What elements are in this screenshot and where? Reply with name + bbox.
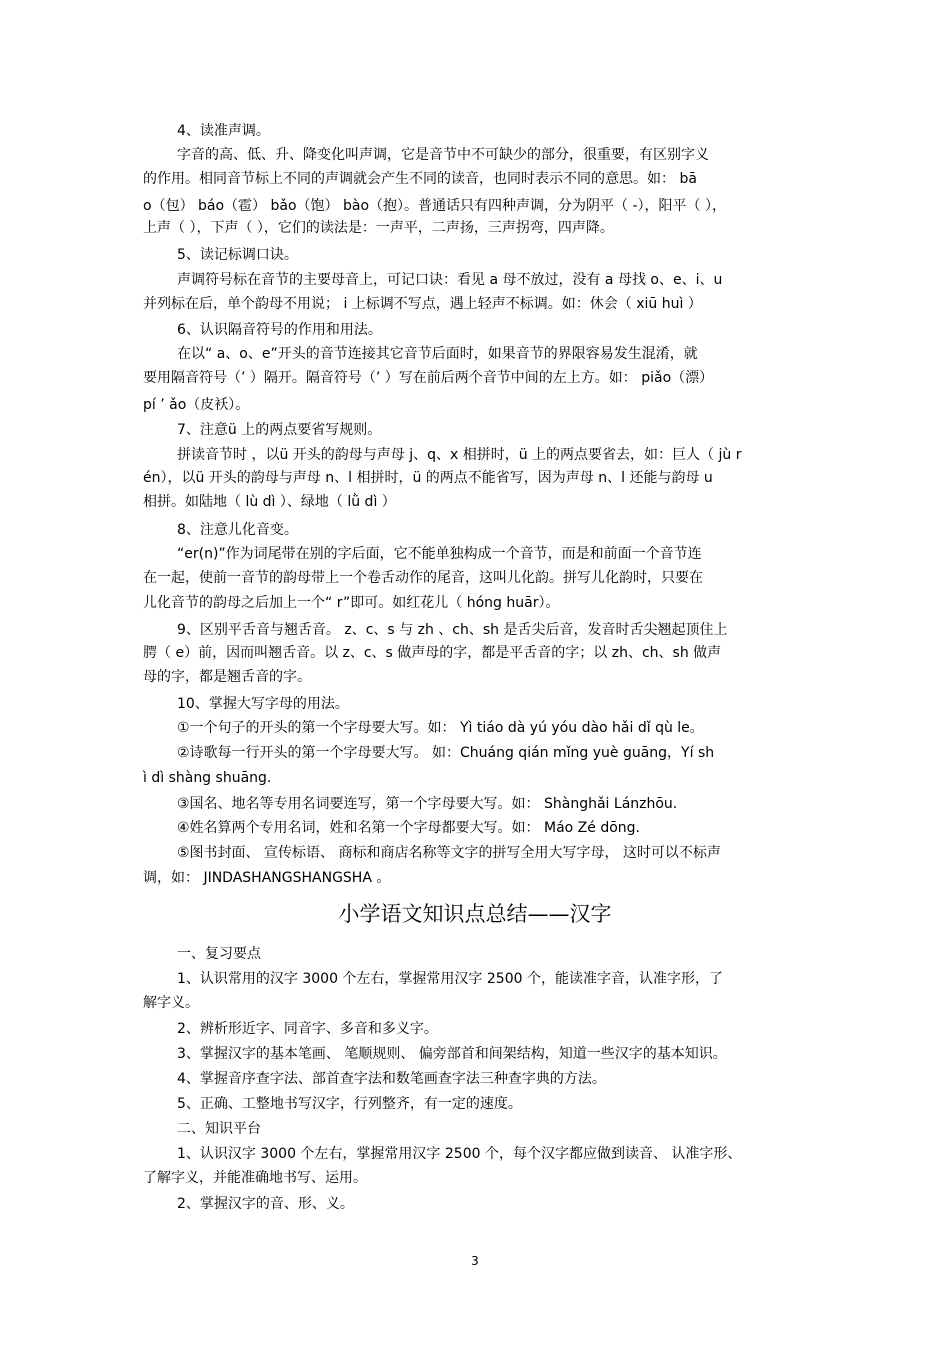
text-line: 7、注意ü 上的两点要省写规则。 — [177, 422, 382, 438]
text-line: ④姓名算两个专用名词，姓和名第一个字母都要大写。如： Máo Zé dōng. — [177, 820, 640, 836]
text-line: 要用隔音符号（’ ）隔开。隔音符号（’ ）写在前后两个音节中间的左上方。如： piǎo（漂） — [143, 370, 714, 386]
text-line: ①一个句子的开头的第一个字母要大写。如： Yì tiáo dà yú yóu dào hǎi dǐ qù le。 — [177, 720, 704, 736]
text-line: 母的字，都是翘舌音的字。 — [143, 669, 311, 685]
text-line: 4、掌握音序查字法、部首查字法和数笔画查字法三种查字典的方法。 — [177, 1071, 606, 1087]
text-line: 腭（ e）前，因而叫翘舌音。以 z、c、s 做声母的字，都是平舌音的字；以 zh、ch、sh 做声 — [143, 645, 722, 661]
page-number: 3 — [471, 1254, 479, 1268]
text-line: 解字义。 — [143, 995, 199, 1011]
text-line: 5、读记标调口诀。 — [177, 247, 298, 263]
text-line: 的作用。相同音节标上不同的声调就会产生不同的读音，也同时表示不同的意思。如： bā — [143, 171, 697, 187]
text-line: 2、掌握汉字的音、形、义。 — [177, 1196, 354, 1212]
text-line: 字音的高、低、升、降变化叫声调，它是音节中不可缺少的部分，很重要，有区别字义 — [177, 147, 709, 163]
text-line: 3、掌握汉字的基本笔画、 笔顺规则、 偏旁部首和间架结构，知道一些汉字的基本知识。 — [177, 1046, 727, 1062]
text-line: 4、读准声调。 — [177, 123, 270, 139]
text-line: 10、掌握大写字母的用法。 — [177, 696, 349, 712]
text-line: 6、认识隔音符号的作用和用法。 — [177, 322, 382, 338]
text-line: ⑤图书封面、 宣传标语、 商标和商店名称等文字的拼写全用大写字母， 这时可以不标声 — [177, 845, 721, 861]
section-title: 小学语文知识点总结——汉字 — [338, 902, 612, 926]
text-line: o（包） báo（雹） bǎo（饱） bào（抱）。普通话只有四种声调，分为阴平（ -），阳平（ ）， — [143, 198, 726, 214]
text-line: 1、认识汉字 3000 个左右，掌握常用汉字 2500 个，每个汉字都应做到读音、 认准字形、 — [177, 1146, 742, 1162]
text-line: 调，如： JINDASHANGSHANGSHA 。 — [143, 870, 391, 886]
text-line: 儿化音节的韵母之后加上一个“ r”即可。如红花儿（ hóng huār）。 — [143, 595, 560, 611]
text-line: 相拼。如陆地（ lù dì ）、绿地（ lǜ dì ） — [143, 494, 396, 510]
text-line: 1、认识常用的汉字 3000 个左右，掌握常用汉字 2500 个，能读准字音，认准字形，了 — [177, 971, 723, 987]
text-line: én），以ü 开头的韵母与声母 n、l 相拼时，ü 的两点不能省写，因为声母 n、l 还能与韵母 u — [143, 470, 713, 486]
text-line: 8、注意儿化音变。 — [177, 522, 298, 538]
text-line: 5、正确、工整地书写汉字，行列整齐，有一定的速度。 — [177, 1096, 522, 1112]
text-line: ②诗歌每一行开头的第一个字母要大写。 如：Chuáng qián mǐng yuè guāng，Yí sh — [177, 745, 715, 761]
text-line: 并列标在后，单个韵母不用说； i 上标调不写点，遇上轻声不标调。如：休会（ xiū huì ） — [143, 296, 702, 312]
text-line: ③国名、地名等专用名词要连写，第一个字母要大写。如： Shànghǎi Lánzhōu. — [177, 796, 678, 812]
text-line: ì dì shàng shuāng. — [143, 770, 272, 786]
text-line: 二、知识平台 — [177, 1121, 261, 1137]
text-line: 拼读音节时 ，以ü 开头的韵母与声母 j、q、x 相拼时，ü 上的两点要省去，如：巨人（ jù r — [177, 447, 742, 463]
text-line: 上声（ ），下声（ ），它们的读法是：一声平，二声扬，三声拐弯，四声降。 — [143, 220, 614, 236]
text-line: 在一起，使前一音节的韵母带上一个卷舌动作的尾音，这叫儿化韵。拼写儿化韵时，只要在 — [143, 570, 703, 586]
text-line: 一、复习要点 — [177, 946, 261, 962]
text-line: “er(n)”作为词尾带在别的字后面，它不能单独构成一个音节，而是和前面一个音节连 — [177, 546, 702, 562]
text-line: 在以“ a、o、e”开头的音节连接其它音节后面时，如果音节的界限容易发生混淆，就 — [177, 346, 698, 362]
text-line: 声调符号标在音节的主要母音上，可记口诀：看见 a 母不放过，没有 a 母找 o、e、i、u — [177, 272, 723, 288]
text-line: 9、区别平舌音与翘舌音。 z、c、s 与 zh 、ch、sh 是舌尖后音，发音时舌尖翘起顶住上 — [177, 622, 728, 638]
text-line: 2、辨析形近字、同音字、多音和多义字。 — [177, 1021, 438, 1037]
text-line: pí ’ ǎo（皮袄）。 — [143, 397, 250, 413]
text-line: 了解字义，并能准确地书写、运用。 — [143, 1170, 367, 1186]
